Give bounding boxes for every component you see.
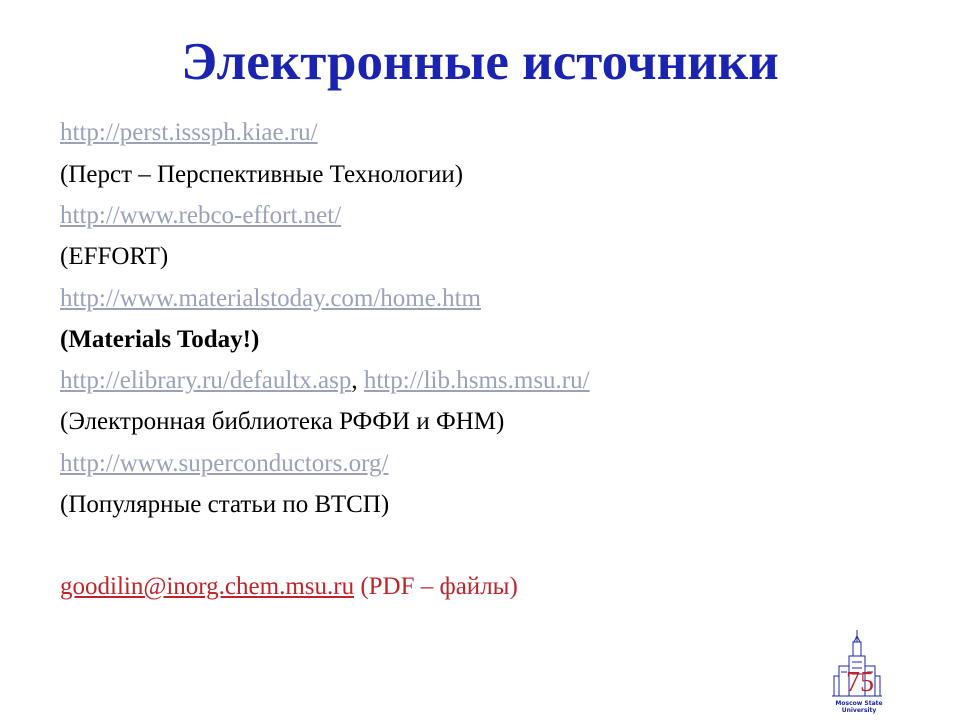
effort-link[interactable]: http://www.rebco-effort.net/ xyxy=(60,202,342,229)
resource-desc-elibrary: (Электронная библиотека РФФИ и ФНМ) xyxy=(60,408,505,435)
resource-link-superconductors xyxy=(60,449,388,479)
email-link[interactable]: goodilin@inorg.chem.msu.ru xyxy=(60,573,355,600)
link-separator: , xyxy=(351,367,364,394)
resource-link-perst xyxy=(60,118,318,148)
resource-desc-materialstoday: (Materials Today!) xyxy=(60,326,260,353)
page-number: 75 xyxy=(846,667,874,698)
resource-link-effort xyxy=(60,201,341,231)
superconductors-link[interactable]: http://www.superconductors.org/ xyxy=(60,450,389,477)
materialstoday-link[interactable]: http://www.materialstoday.com/home.htm xyxy=(60,285,481,312)
perst-link[interactable]: http://perst.isssph.kiae.ru/ xyxy=(60,119,318,146)
resource-link-materialstoday xyxy=(60,284,481,314)
logo-caption-line2: University xyxy=(841,707,877,714)
contact-note: (PDF – файлы) xyxy=(354,573,518,600)
resource-desc-superconductors: (Популярные статьи по ВТСП) xyxy=(60,491,390,518)
contact-line xyxy=(60,572,518,602)
elibrary-link[interactable]: http://elibrary.ru/defaultx.asp xyxy=(60,367,352,394)
resource-desc-perst: (Перст – Перспективные Технологии) xyxy=(60,161,464,188)
logo-caption-line1: Moscow State xyxy=(835,700,883,707)
slide-title: Электронные источники xyxy=(181,33,779,91)
resource-desc-effort: (EFFORT) xyxy=(60,243,169,270)
logo-caption xyxy=(832,700,886,714)
resource-link-elibrary xyxy=(60,366,590,396)
hsms-library-link[interactable]: http://lib.hsms.msu.ru/ xyxy=(363,367,590,394)
